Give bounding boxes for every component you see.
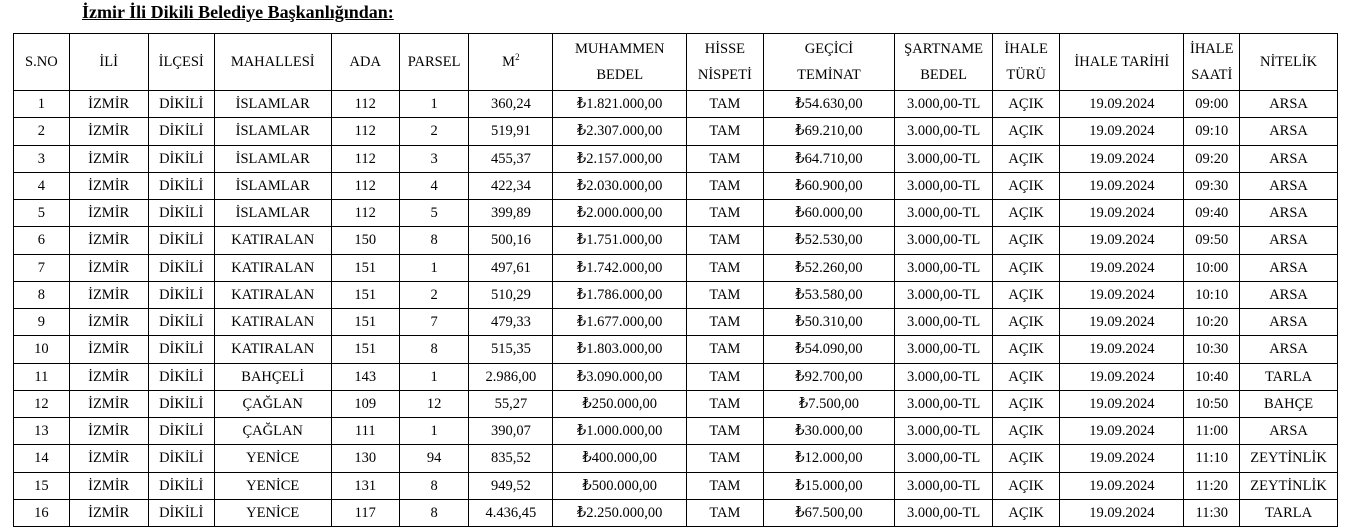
cell-nitelik: ARSA [1240, 172, 1338, 199]
cell-gecici-teminat: ₺53.580,00 [763, 281, 894, 308]
cell-ihale-tarihi: 19.09.2024 [1060, 118, 1184, 145]
cell-ihale-saati: 10:20 [1184, 309, 1240, 336]
cell-nitelik: ARSA [1240, 418, 1338, 445]
cell-m2: 835,52 [469, 445, 553, 472]
header-sartname-bedel: ŞARTNAME BEDEL [895, 34, 993, 91]
cell-sno: 15 [14, 472, 70, 499]
cell-ada: 151 [331, 281, 399, 308]
cell-sartname-bedel: 3.000,00-TL [895, 363, 993, 390]
cell-ihale-saati: 09:00 [1184, 91, 1240, 118]
cell-nitelik: ARSA [1240, 118, 1338, 145]
table-row [14, 472, 1338, 499]
cell-ilce: DİKİLİ [148, 254, 214, 281]
cell-muhammen-bedel: ₺1.786.000,00 [553, 281, 687, 308]
cell-m2: 55,27 [469, 390, 553, 417]
cell-ada: 151 [331, 254, 399, 281]
table-row [14, 118, 1338, 145]
cell-ihale-turu: AÇIK [993, 227, 1060, 254]
cell-ihale-turu: AÇIK [993, 363, 1060, 390]
cell-ihale-saati: 11:20 [1184, 472, 1240, 499]
cell-ilce: DİKİLİ [148, 445, 214, 472]
cell-hisse-nispeti: TAM [686, 254, 763, 281]
cell-ihale-tarihi: 19.09.2024 [1060, 254, 1184, 281]
cell-ada: 112 [331, 145, 399, 172]
cell-parsel: 2 [399, 118, 468, 145]
header-nitelik: NİTELİK [1240, 34, 1338, 91]
cell-mahalle: ÇAĞLAN [214, 390, 331, 417]
cell-ihale-tarihi: 19.09.2024 [1060, 472, 1184, 499]
cell-ihale-saati: 10:50 [1184, 390, 1240, 417]
cell-ihale-saati: 09:20 [1184, 145, 1240, 172]
cell-gecici-teminat: ₺15.000,00 [763, 472, 894, 499]
cell-ihale-tarihi: 19.09.2024 [1060, 172, 1184, 199]
table-header-row [14, 34, 1338, 91]
cell-ilce: DİKİLİ [148, 281, 214, 308]
cell-mahalle: YENİCE [214, 445, 331, 472]
cell-ilce: DİKİLİ [148, 472, 214, 499]
cell-nitelik: ARSA [1240, 336, 1338, 363]
cell-il: İZMİR [69, 172, 148, 199]
table-row [14, 499, 1338, 526]
header-ilce: İLÇESİ [148, 34, 214, 91]
cell-hisse-nispeti: TAM [686, 418, 763, 445]
cell-ihale-turu: AÇIK [993, 445, 1060, 472]
cell-mahalle: KATIRALAN [214, 336, 331, 363]
table-row [14, 445, 1338, 472]
cell-ihale-turu: AÇIK [993, 499, 1060, 526]
cell-hisse-nispeti: TAM [686, 227, 763, 254]
cell-parsel: 8 [399, 472, 468, 499]
cell-m2: 422,34 [469, 172, 553, 199]
cell-ihale-tarihi: 19.09.2024 [1060, 363, 1184, 390]
cell-mahalle: KATIRALAN [214, 227, 331, 254]
cell-muhammen-bedel: ₺250.000,00 [553, 390, 687, 417]
cell-m2: 399,89 [469, 200, 553, 227]
cell-hisse-nispeti: TAM [686, 118, 763, 145]
cell-hisse-nispeti: TAM [686, 445, 763, 472]
cell-ihale-turu: AÇIK [993, 91, 1060, 118]
cell-il: İZMİR [69, 499, 148, 526]
cell-ihale-saati: 10:10 [1184, 281, 1240, 308]
cell-il: İZMİR [69, 91, 148, 118]
header-sno: S.NO [14, 34, 70, 91]
cell-ihale-saati: 11:00 [1184, 418, 1240, 445]
cell-ada: 111 [331, 418, 399, 445]
cell-il: İZMİR [69, 145, 148, 172]
cell-gecici-teminat: ₺54.090,00 [763, 336, 894, 363]
cell-ada: 131 [331, 472, 399, 499]
table-row [14, 227, 1338, 254]
header-mahalle: MAHALLESİ [214, 34, 331, 91]
cell-ihale-turu: AÇIK [993, 472, 1060, 499]
cell-muhammen-bedel: ₺1.803.000,00 [553, 336, 687, 363]
cell-hisse-nispeti: TAM [686, 363, 763, 390]
cell-parsel: 12 [399, 390, 468, 417]
cell-il: İZMİR [69, 445, 148, 472]
cell-gecici-teminat: ₺52.260,00 [763, 254, 894, 281]
cell-gecici-teminat: ₺50.310,00 [763, 309, 894, 336]
cell-ada: 112 [331, 118, 399, 145]
cell-muhammen-bedel: ₺500.000,00 [553, 472, 687, 499]
cell-muhammen-bedel: ₺3.090.000,00 [553, 363, 687, 390]
cell-ihale-turu: AÇIK [993, 118, 1060, 145]
cell-muhammen-bedel: ₺2.000.000,00 [553, 200, 687, 227]
cell-m2: 497,61 [469, 254, 553, 281]
cell-ihale-tarihi: 19.09.2024 [1060, 418, 1184, 445]
cell-ihale-saati: 09:10 [1184, 118, 1240, 145]
cell-hisse-nispeti: TAM [686, 390, 763, 417]
cell-gecici-teminat: ₺52.530,00 [763, 227, 894, 254]
cell-ihale-turu: AÇIK [993, 172, 1060, 199]
cell-parsel: 1 [399, 91, 468, 118]
cell-parsel: 1 [399, 363, 468, 390]
cell-m2: 949,52 [469, 472, 553, 499]
cell-ihale-turu: AÇIK [993, 254, 1060, 281]
cell-gecici-teminat: ₺60.000,00 [763, 200, 894, 227]
cell-ihale-tarihi: 19.09.2024 [1060, 499, 1184, 526]
header-gecici-teminat: GEÇİCİ TEMİNAT [763, 34, 894, 91]
cell-sno: 16 [14, 499, 70, 526]
cell-ada: 112 [331, 172, 399, 199]
table-row [14, 91, 1338, 118]
header-ihale-saati: İHALE SAATİ [1184, 34, 1240, 91]
cell-muhammen-bedel: ₺2.250.000,00 [553, 499, 687, 526]
cell-m2: 500,16 [469, 227, 553, 254]
cell-nitelik: ARSA [1240, 254, 1338, 281]
page-title: İzmir İli Dikili Belediye Başkanlığından: [82, 2, 394, 22]
cell-mahalle: İSLAMLAR [214, 172, 331, 199]
cell-ilce: DİKİLİ [148, 336, 214, 363]
cell-ilce: DİKİLİ [148, 172, 214, 199]
table-row [14, 390, 1338, 417]
cell-parsel: 4 [399, 172, 468, 199]
cell-muhammen-bedel: ₺1.000.000,00 [553, 418, 687, 445]
cell-ilce: DİKİLİ [148, 145, 214, 172]
table-row [14, 200, 1338, 227]
cell-sartname-bedel: 3.000,00-TL [895, 118, 993, 145]
cell-ilce: DİKİLİ [148, 418, 214, 445]
cell-m2: 2.986,00 [469, 363, 553, 390]
cell-gecici-teminat: ₺54.630,00 [763, 91, 894, 118]
cell-nitelik: ARSA [1240, 281, 1338, 308]
cell-muhammen-bedel: ₺2.307.000,00 [553, 118, 687, 145]
cell-mahalle: KATIRALAN [214, 309, 331, 336]
table-row [14, 363, 1338, 390]
cell-sno: 9 [14, 309, 70, 336]
header-ada: ADA [331, 34, 399, 91]
cell-il: İZMİR [69, 281, 148, 308]
cell-parsel: 8 [399, 227, 468, 254]
cell-sartname-bedel: 3.000,00-TL [895, 390, 993, 417]
cell-ihale-tarihi: 19.09.2024 [1060, 390, 1184, 417]
cell-hisse-nispeti: TAM [686, 91, 763, 118]
cell-ihale-saati: 09:40 [1184, 200, 1240, 227]
cell-sno: 4 [14, 172, 70, 199]
cell-mahalle: KATIRALAN [214, 281, 331, 308]
cell-il: İZMİR [69, 472, 148, 499]
cell-muhammen-bedel: ₺1.677.000,00 [553, 309, 687, 336]
cell-parsel: 7 [399, 309, 468, 336]
cell-ilce: DİKİLİ [148, 390, 214, 417]
table-row [14, 281, 1338, 308]
cell-muhammen-bedel: ₺1.742.000,00 [553, 254, 687, 281]
table-row [14, 418, 1338, 445]
cell-nitelik: ARSA [1240, 200, 1338, 227]
cell-nitelik: ZEYTİNLİK [1240, 472, 1338, 499]
cell-muhammen-bedel: ₺2.157.000,00 [553, 145, 687, 172]
cell-parsel: 2 [399, 281, 468, 308]
cell-sartname-bedel: 3.000,00-TL [895, 200, 993, 227]
cell-ihale-tarihi: 19.09.2024 [1060, 309, 1184, 336]
cell-hisse-nispeti: TAM [686, 172, 763, 199]
cell-nitelik: BAHÇE [1240, 390, 1338, 417]
table-row [14, 145, 1338, 172]
cell-hisse-nispeti: TAM [686, 336, 763, 363]
cell-gecici-teminat: ₺30.000,00 [763, 418, 894, 445]
cell-nitelik: ARSA [1240, 309, 1338, 336]
cell-hisse-nispeti: TAM [686, 499, 763, 526]
cell-ihale-tarihi: 19.09.2024 [1060, 91, 1184, 118]
cell-m2: 510,29 [469, 281, 553, 308]
cell-gecici-teminat: ₺92.700,00 [763, 363, 894, 390]
cell-nitelik: ZEYTİNLİK [1240, 445, 1338, 472]
cell-ihale-saati: 11:10 [1184, 445, 1240, 472]
cell-parsel: 3 [399, 145, 468, 172]
cell-mahalle: KATIRALAN [214, 254, 331, 281]
header-m2: $M^2$ [469, 34, 553, 91]
cell-sno: 13 [14, 418, 70, 445]
cell-mahalle: ÇAĞLAN [214, 418, 331, 445]
cell-m2: 479,33 [469, 309, 553, 336]
cell-muhammen-bedel: ₺2.030.000,00 [553, 172, 687, 199]
cell-sno: 2 [14, 118, 70, 145]
cell-m2: 390,07 [469, 418, 553, 445]
cell-ihale-turu: AÇIK [993, 336, 1060, 363]
cell-ihale-turu: AÇIK [993, 145, 1060, 172]
cell-ilce: DİKİLİ [148, 227, 214, 254]
cell-ihale-turu: AÇIK [993, 281, 1060, 308]
cell-ihale-saati: 10:00 [1184, 254, 1240, 281]
cell-muhammen-bedel: ₺400.000,00 [553, 445, 687, 472]
cell-mahalle: İSLAMLAR [214, 118, 331, 145]
cell-ilce: DİKİLİ [148, 309, 214, 336]
cell-sno: 5 [14, 200, 70, 227]
cell-mahalle: İSLAMLAR [214, 200, 331, 227]
cell-hisse-nispeti: TAM [686, 472, 763, 499]
cell-m2: 519,91 [469, 118, 553, 145]
cell-sartname-bedel: 3.000,00-TL [895, 336, 993, 363]
header-il: İLİ [69, 34, 148, 91]
cell-ihale-saati: 11:30 [1184, 499, 1240, 526]
cell-ada: 117 [331, 499, 399, 526]
cell-mahalle: BAHÇELİ [214, 363, 331, 390]
cell-ilce: DİKİLİ [148, 91, 214, 118]
cell-parsel: 8 [399, 499, 468, 526]
cell-mahalle: YENİCE [214, 472, 331, 499]
cell-ilce: DİKİLİ [148, 363, 214, 390]
table-row [14, 336, 1338, 363]
cell-sartname-bedel: 3.000,00-TL [895, 227, 993, 254]
cell-muhammen-bedel: ₺1.751.000,00 [553, 227, 687, 254]
cell-ada: 130 [331, 445, 399, 472]
cell-ada: 112 [331, 91, 399, 118]
cell-hisse-nispeti: TAM [686, 309, 763, 336]
cell-sno: 14 [14, 445, 70, 472]
cell-ihale-tarihi: 19.09.2024 [1060, 145, 1184, 172]
cell-ihale-saati: 09:30 [1184, 172, 1240, 199]
cell-ilce: DİKİLİ [148, 118, 214, 145]
cell-m2: 360,24 [469, 91, 553, 118]
cell-ada: 112 [331, 200, 399, 227]
cell-mahalle: İSLAMLAR [214, 91, 331, 118]
cell-gecici-teminat: ₺69.210,00 [763, 118, 894, 145]
cell-ihale-saati: 09:50 [1184, 227, 1240, 254]
cell-sno: 3 [14, 145, 70, 172]
cell-sartname-bedel: 3.000,00-TL [895, 499, 993, 526]
cell-sartname-bedel: 3.000,00-TL [895, 309, 993, 336]
cell-ihale-saati: 10:30 [1184, 336, 1240, 363]
cell-ada: 151 [331, 336, 399, 363]
cell-sartname-bedel: 3.000,00-TL [895, 172, 993, 199]
cell-nitelik: ARSA [1240, 145, 1338, 172]
cell-mahalle: YENİCE [214, 499, 331, 526]
cell-ada: 109 [331, 390, 399, 417]
table-row [14, 172, 1338, 199]
auction-table [13, 33, 1338, 527]
cell-nitelik: TARLA [1240, 499, 1338, 526]
cell-parsel: 8 [399, 336, 468, 363]
cell-il: İZMİR [69, 336, 148, 363]
cell-il: İZMİR [69, 200, 148, 227]
cell-mahalle: İSLAMLAR [214, 145, 331, 172]
cell-gecici-teminat: ₺67.500,00 [763, 499, 894, 526]
cell-ada: 150 [331, 227, 399, 254]
cell-sno: 1 [14, 91, 70, 118]
cell-ihale-tarihi: 19.09.2024 [1060, 227, 1184, 254]
cell-il: İZMİR [69, 418, 148, 445]
cell-sartname-bedel: 3.000,00-TL [895, 91, 993, 118]
cell-gecici-teminat: ₺64.710,00 [763, 145, 894, 172]
cell-il: İZMİR [69, 363, 148, 390]
cell-sno: 6 [14, 227, 70, 254]
cell-gecici-teminat: ₺12.000,00 [763, 445, 894, 472]
cell-sno: 10 [14, 336, 70, 363]
header-parsel: PARSEL [399, 34, 468, 91]
cell-sartname-bedel: 3.000,00-TL [895, 145, 993, 172]
cell-ilce: DİKİLİ [148, 200, 214, 227]
table-row [14, 254, 1338, 281]
cell-sartname-bedel: 3.000,00-TL [895, 254, 993, 281]
cell-parsel: 94 [399, 445, 468, 472]
cell-il: İZMİR [69, 254, 148, 281]
cell-il: İZMİR [69, 227, 148, 254]
cell-il: İZMİR [69, 390, 148, 417]
cell-sno: 7 [14, 254, 70, 281]
cell-ihale-turu: AÇIK [993, 390, 1060, 417]
cell-sno: 12 [14, 390, 70, 417]
table-row [14, 309, 1338, 336]
cell-m2: 515,35 [469, 336, 553, 363]
cell-sartname-bedel: 3.000,00-TL [895, 472, 993, 499]
cell-sartname-bedel: 3.000,00-TL [895, 281, 993, 308]
cell-ada: 151 [331, 309, 399, 336]
cell-ada: 143 [331, 363, 399, 390]
cell-ihale-tarihi: 19.09.2024 [1060, 445, 1184, 472]
cell-nitelik: TARLA [1240, 363, 1338, 390]
cell-ihale-saati: 10:40 [1184, 363, 1240, 390]
cell-hisse-nispeti: TAM [686, 145, 763, 172]
cell-parsel: 5 [399, 200, 468, 227]
cell-ihale-turu: AÇIK [993, 309, 1060, 336]
cell-nitelik: ARSA [1240, 227, 1338, 254]
cell-hisse-nispeti: TAM [686, 200, 763, 227]
cell-ihale-turu: AÇIK [993, 418, 1060, 445]
cell-parsel: 1 [399, 418, 468, 445]
cell-il: İZMİR [69, 309, 148, 336]
cell-sartname-bedel: 3.000,00-TL [895, 445, 993, 472]
cell-ihale-turu: AÇIK [993, 200, 1060, 227]
cell-m2: 4.436,45 [469, 499, 553, 526]
header-hisse-nispeti: HİSSE NİSPETİ [686, 34, 763, 91]
cell-ihale-tarihi: 19.09.2024 [1060, 336, 1184, 363]
cell-hisse-nispeti: TAM [686, 281, 763, 308]
cell-ilce: DİKİLİ [148, 499, 214, 526]
cell-gecici-teminat: ₺7.500,00 [763, 390, 894, 417]
cell-ihale-tarihi: 19.09.2024 [1060, 281, 1184, 308]
cell-nitelik: ARSA [1240, 91, 1338, 118]
cell-sno: 8 [14, 281, 70, 308]
header-muhammen-bedel: MUHAMMEN BEDEL [553, 34, 687, 91]
header-ihale-tarihi: İHALE TARİHİ [1060, 34, 1184, 91]
cell-gecici-teminat: ₺60.900,00 [763, 172, 894, 199]
cell-parsel: 1 [399, 254, 468, 281]
header-ihale-turu: İHALE TÜRÜ [993, 34, 1060, 91]
cell-il: İZMİR [69, 118, 148, 145]
cell-m2: 455,37 [469, 145, 553, 172]
cell-muhammen-bedel: ₺1.821.000,00 [553, 91, 687, 118]
cell-sno: 11 [14, 363, 70, 390]
cell-ihale-tarihi: 19.09.2024 [1060, 200, 1184, 227]
cell-sartname-bedel: 3.000,00-TL [895, 418, 993, 445]
